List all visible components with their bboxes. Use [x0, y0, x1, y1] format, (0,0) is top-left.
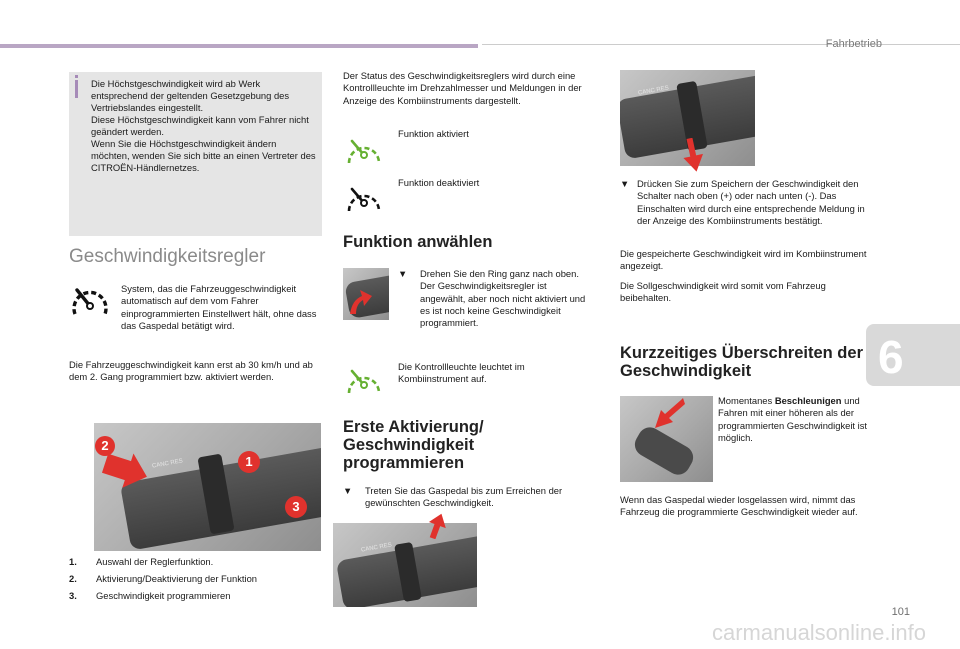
bullet-icon: ▼ [398, 268, 408, 279]
arrow-right-icon [102, 450, 150, 490]
first-bullet [343, 485, 593, 510]
page-number: 101 [891, 606, 910, 618]
heading-first-activation: Erste Aktivierung/ Geschwindigkeit programmieren [343, 418, 484, 472]
overrun-lead: Momentanes [718, 395, 775, 406]
store-paragraph-1: Die gespeicherte Geschwindigkeit wird im Kombiinstrument angezeigt. [620, 248, 867, 272]
callout-1: 1 [238, 451, 260, 473]
overrun-rest: und Fahren mit einer höheren als der programmierten Geschwindigkeit ist möglich. [718, 395, 868, 443]
store-bullet-text: Drücken Sie zum Speichern der Geschwindigkeit den Schalter nach oben (+) oder nach unten (-). Das Einschalten wird durch eine entsprechende Meldung in der Anzeige des Kombiinstruments bestätigt. [637, 178, 865, 226]
info-icon [75, 80, 78, 98]
speedometer-active-icon [344, 135, 384, 169]
status-text: Der Status des Geschwindigkeitsreglers wird durch eine Kontrollleuchte im Drehzahlmesser und Meldungen in der Anzeige des Kombiinstruments dargestellt. [343, 70, 582, 106]
stalk-label: CANC RES [360, 542, 393, 554]
store-bullet [620, 178, 872, 227]
cruise-paragraph: Die Fahrzeuggeschwindigkeit kann erst ab 30 km/h und ab dem 2. Gang programmiert bzw. aktiviert werden. [69, 359, 313, 383]
lamp-text: Die Kontrollleuchte leuchtet im Kombiinstrument auf. [398, 361, 525, 385]
heading-temporary-overrun: Kurzzeitiges Überschreiten der Geschwindigkeit [620, 344, 863, 380]
speedometer-icon [70, 284, 110, 320]
status-inactive-label: Funktion deaktiviert [398, 177, 480, 188]
bullet-icon: ▼ [620, 178, 630, 189]
section-heading-cruise-control: Geschwindigkeitsregler [69, 246, 266, 267]
release-text: Wenn das Gaspedal wieder losgelassen wird, nimmt das Fahrzeug die programmierte Geschwindigkeit wieder auf. [620, 494, 858, 518]
legend-item-3 [69, 590, 230, 602]
select-bullet [398, 268, 593, 329]
header-rule [482, 44, 960, 45]
arrow-down-icon [683, 138, 703, 172]
legend-num: 1. [69, 556, 77, 567]
legend-item-2 [69, 573, 257, 585]
heading-select-function: Funktion anwählen [343, 233, 493, 251]
legend-item-1 [69, 556, 213, 568]
info-line: Die Höchstgeschwindigkeit wird ab Werk entsprechend der geltenden Gesetzgebung des Vertriebslandes eingestellt. [91, 78, 290, 113]
header-accent-bar [0, 44, 478, 48]
cruise-intro: System, das die Fahrzeuggeschwindigkeit automatisch auf dem vom Fahrer einprogrammierten Einstellwert hält, ohne dass das Gaspedal betätigt wird. [121, 283, 317, 331]
legend-num: 2. [69, 573, 77, 584]
speedometer-lamp-icon [344, 365, 384, 399]
speedometer-inactive-icon [344, 183, 384, 217]
info-line: Wenn Sie die Höchstgeschwindigkeit ändern möchten, wenden Sie sich bitte an einen Vertreter des CITROËN-Händlernetzes. [91, 138, 316, 173]
legend-text: Auswahl der Reglerfunktion. [96, 556, 214, 567]
arrow-up-icon [428, 513, 446, 539]
stalk-label: CANC RES [151, 458, 184, 470]
overrun-text [718, 395, 868, 444]
legend-text: Geschwindigkeit programmieren [96, 590, 231, 601]
arrow-down-left-icon [655, 398, 685, 428]
info-box [69, 72, 322, 236]
bullet-icon: ▼ [343, 485, 353, 496]
pedal [631, 423, 698, 479]
legend-text: Aktivierung/Deaktivierung der Funktion [96, 573, 258, 584]
chapter-number: 6 [878, 331, 904, 383]
callout-2: 2 [95, 436, 115, 456]
watermark: carmanualsonline.info [711, 620, 926, 645]
callout-3: 3 [285, 496, 307, 518]
overrun-bold: Beschleunigen [774, 395, 842, 406]
store-paragraph-2: Die Sollgeschwindigkeit wird somit vom Fahrzeug beibehalten. [620, 280, 826, 304]
select-bullet-text: Drehen Sie den Ring ganz nach oben. Der Geschwindigkeitsregler ist angewählt, aber noch nicht aktiviert und es ist noch keine Geschwindigkeit programmiert. [420, 268, 586, 329]
stalk-label: CANC RES [637, 85, 670, 97]
legend-num: 3. [69, 590, 77, 601]
status-active-label: Funktion aktiviert [398, 128, 469, 139]
first-bullet-text: Treten Sie das Gaspedal bis zum Erreichen der gewünschten Geschwindigkeit. [365, 485, 563, 509]
accelerator-stalk-photo [333, 523, 477, 607]
section-title: Fahrbetrieb [825, 38, 882, 50]
arrow-up-icon [346, 288, 374, 318]
info-line: Diese Höchstgeschwindigkeit kann vom Fahrer nicht geändert werden. [91, 114, 309, 137]
